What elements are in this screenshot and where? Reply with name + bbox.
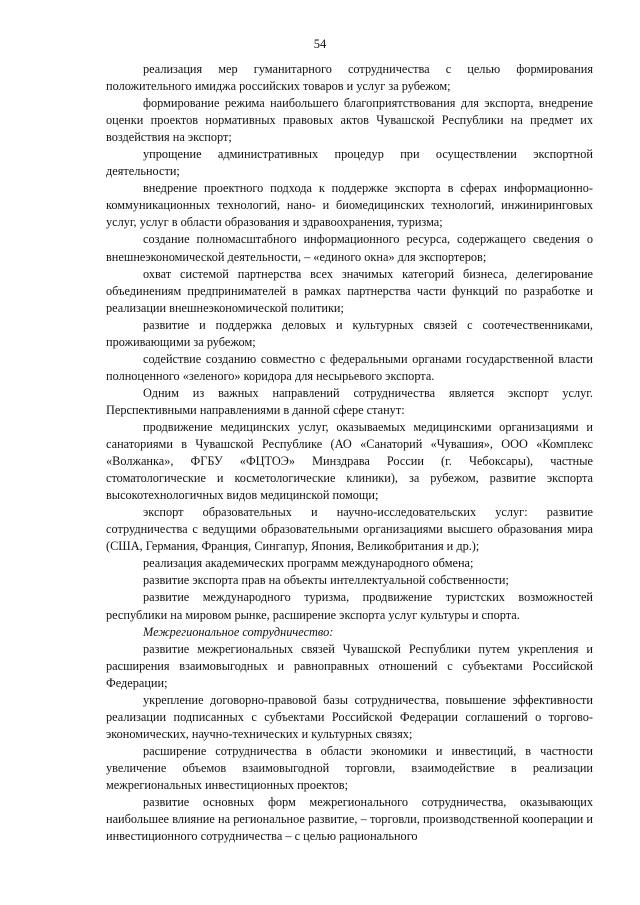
paragraph: реализация академических программ международного обмена; [143,556,474,571]
paragraph: содействие созданию совместно с федеральными органами государственной власти полноценного «зеленого» коридора для несырьевого экспорта. [106,351,593,383]
page-number: 54 [313,37,327,51]
paragraph: укрепление договорно-правовой базы сотрудничества, повышение эффективности реализации подписанных с субъектами Российской Федерации соглашений о торгово-экономических, научно-технических и культурных связях; [106,692,593,741]
paragraph: охват системой партнерства всех значимых категорий бизнеса, делегирование объединениям предпринимателей в рамках партнерства части функций по разработке и реализации внешнеэкономической политики; [106,266,593,315]
paragraph: развитие экспорта прав на объекты интеллектуальной собственности; [143,573,509,588]
paragraph: упрощение административных процедур при осуществлении экспортной деятельности; [106,147,593,179]
paragraph: развитие и поддержка деловых и культурных связей с соотечественниками, проживающими за рубежом; [106,317,593,349]
paragraph: Одним из важных направлений сотрудничества является экспорт услуг. Перспективными направлениями в данной сфере станут: [106,385,593,417]
paragraph: создание полномасштабного информационного ресурса, содержащего сведения о внешнеэкономической деятельности, – «единого окна» для экспортеров; [106,232,593,264]
paragraph: продвижение медицинских услуг, оказываемых медицинскими организациями и санаториями в Чувашской Республике (АО «Санаторий «Чувашия», ООО «Комплекс «Волжанка», ФГБУ «ФЦТОЭ» Минздрава России (г. Чебоксары), частные стоматологические и косметологические клиники), за рубежом, развитие экспорта высокотехнологичных видов медицинской помощи; [106,419,593,503]
paragraph: реализация мер гуманитарного сотрудничества с целью формирования положительного имиджа российских товаров и услуг за рубежом; [106,62,593,94]
body-text [106,61,593,845]
paragraph: внедрение проектного подхода к поддержке экспорта в сферах информационно-коммуникационных технологий, нано- и биомедицинских технологий, инжиниринговых услуг, услуг в области образования и здравоохранения, туризма; [106,181,593,230]
section-heading: Межрегиональное сотрудничество: [143,624,334,639]
paragraph: расширение сотрудничества в области экономики и инвестиций, в частности увеличение объемов взаимовыгодной торговли, взаимодействие в реализации межрегиональных инвестиционных проектов; [106,743,593,792]
paragraph: формирование режима наибольшего благоприятствования для экспорта, внедрение оценки проектов нормативных правовых актов Чувашской Республики на предмет их воздействия на экспорт; [106,96,593,145]
paragraph: развитие международного туризма, продвижение туристских возможностей республики на мировом рынке, расширение экспорта услуг культуры и спорта. [106,590,593,622]
paragraph: экспорт образовательных и научно-исследовательских услуг: развитие сотрудничества с ведущими образовательными организациями высшего образования мира (США, Германия, Франция, Сингапур, Япония, Великобритания и др.); [106,505,593,554]
paragraph: развитие основных форм межрегионального сотрудничества, оказывающих наибольшее влияние на региональное развитие, – торговли, производственной кооперации и инвестиционного сотрудничества – с целью рационального [106,795,593,844]
paragraph: развитие межрегиональных связей Чувашской Республики путем укрепления и расширения взаимовыгодных и равноправных отношений с субъектами Российской Федерации; [106,641,593,690]
